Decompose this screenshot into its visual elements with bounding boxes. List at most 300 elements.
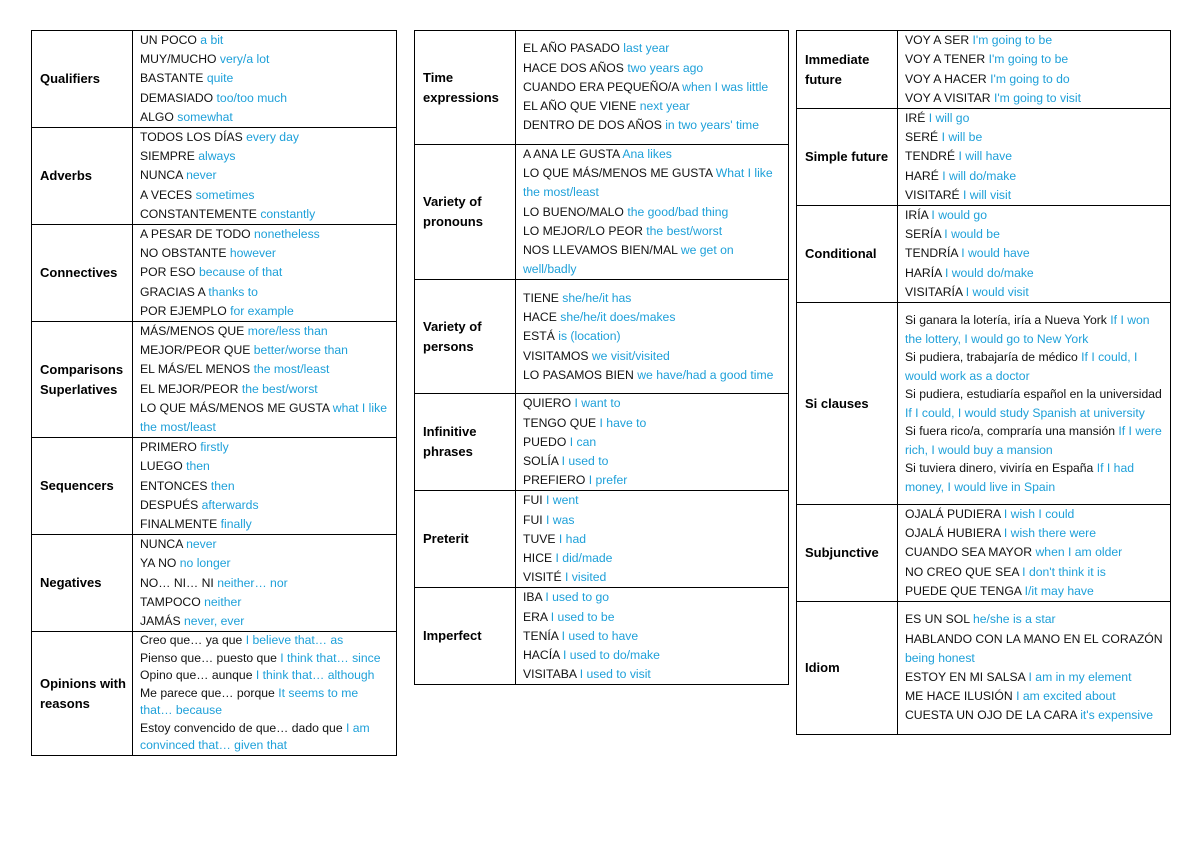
spanish-phrase: HACE DOS AÑOS (523, 60, 624, 75)
english-translation: thanks to (208, 284, 258, 299)
english-translation: I would be (944, 227, 1000, 242)
list-item (140, 667, 394, 685)
english-translation: If I could, I would study Spanish at university (905, 405, 1145, 420)
english-translation: never (186, 168, 217, 183)
english-translation: I used to do/make (562, 648, 660, 663)
list-item (523, 116, 786, 135)
list-item (523, 222, 786, 241)
row-items (133, 438, 397, 535)
list-item (523, 59, 786, 78)
english-translation: in two years' time (665, 118, 759, 133)
row-items (898, 109, 1171, 206)
english-translation: I used to have (561, 628, 639, 643)
spanish-phrase: LO QUE MÁS/MENOS ME GUSTA (523, 166, 713, 181)
english-translation: I'm going to be (972, 33, 1053, 48)
english-translation: we have/had a good time (637, 367, 774, 382)
english-translation: sometimes (195, 187, 255, 202)
english-translation: I had (558, 531, 587, 546)
english-translation: better/worse than (253, 343, 348, 358)
spanish-phrase: VOY A TENER (905, 52, 986, 67)
list-item (523, 78, 786, 97)
spanish-phrase: MUY/MUCHO (140, 52, 217, 67)
category-label: Variety of pronouns (415, 145, 516, 280)
category-label: Conditional (797, 206, 898, 303)
spanish-phrase: CUANDO SEA MAYOR (905, 545, 1033, 560)
row-items (898, 505, 1171, 602)
row-preterit (415, 491, 789, 588)
list-item (523, 414, 786, 433)
list-item (523, 665, 786, 684)
spanish-phrase: TODOS LOS DÍAS (140, 130, 243, 145)
list-item (140, 720, 394, 755)
english-translation: If I won the lottery, I would go to New York (905, 313, 1150, 346)
spanish-phrase: Si tuviera dinero, viviría en España (905, 461, 1094, 476)
spanish-phrase: POR EJEMPLO (140, 303, 227, 318)
list-item (523, 646, 786, 665)
list-item (905, 225, 1168, 244)
row-connectives (32, 225, 397, 322)
spanish-phrase: VOY A HACER (905, 71, 987, 86)
row-items (516, 588, 789, 685)
english-translation: always (198, 149, 236, 164)
list-item (905, 206, 1168, 225)
spanish-phrase: Si pudiera, trabajaría de médico (905, 350, 1078, 365)
row-items (516, 145, 789, 280)
row-opinions (32, 632, 397, 756)
english-translation: then (210, 478, 235, 493)
spanish-phrase: PRIMERO (140, 440, 197, 455)
spanish-phrase: TENDRÉ (905, 149, 956, 164)
spanish-phrase: PUEDE QUE TENGA (905, 583, 1022, 598)
list-item (140, 685, 394, 720)
spanish-phrase: NUNCA (140, 168, 183, 183)
spanish-phrase: VISITÉ (523, 570, 562, 585)
english-translation: then (186, 459, 210, 474)
spanish-phrase: VISITAMOS (523, 348, 589, 363)
english-translation: firstly (200, 440, 229, 455)
english-translation: I wish there were (1003, 526, 1097, 541)
list-item (523, 308, 786, 327)
english-translation: is (location) (558, 329, 621, 344)
row-items (516, 280, 789, 394)
row-items (516, 394, 789, 491)
list-item (523, 511, 786, 530)
spanish-phrase: HARÉ (905, 168, 939, 183)
list-item (905, 109, 1168, 128)
english-translation: I will visit (963, 187, 1012, 202)
list-item (140, 166, 394, 185)
english-translation: too/too much (216, 90, 287, 105)
english-translation: finally (220, 517, 252, 532)
list-item (523, 530, 786, 549)
row-items (133, 322, 397, 438)
list-item (140, 244, 394, 263)
list-item (140, 438, 394, 457)
list-item (905, 610, 1168, 629)
category-label: Time expressions (415, 31, 516, 145)
spanish-phrase: IRÉ (905, 111, 926, 125)
english-translation: It seems to me that… because (140, 685, 359, 718)
english-translation: If I were rich, I would buy a mansion (905, 424, 1162, 457)
list-item (140, 535, 394, 554)
spanish-phrase: TENÍA (523, 628, 559, 643)
english-translation: because of that (198, 265, 283, 280)
spanish-phrase: SERÍA (905, 227, 941, 242)
list-item (523, 627, 786, 646)
spanish-phrase: MEJOR/PEOR QUE (140, 343, 251, 358)
english-translation: I did/made (555, 551, 613, 566)
spanish-phrase: Pienso que… puesto que (140, 650, 277, 665)
list-item (523, 289, 786, 308)
list-item (905, 505, 1168, 524)
english-translation: I would visit (965, 284, 1029, 299)
english-translation: I went (546, 493, 579, 508)
list-item (140, 225, 394, 244)
list-item (523, 549, 786, 568)
spanish-phrase: TIENE (523, 290, 559, 305)
list-item (523, 145, 786, 164)
list-item (905, 264, 1168, 283)
list-item (905, 524, 1168, 543)
spanish-phrase: NOS LLEVAMOS BIEN/MAL (523, 243, 678, 258)
spanish-phrase: Creo que… ya que (140, 633, 243, 648)
list-item (523, 241, 786, 279)
category-label: Preterit (415, 491, 516, 588)
english-translation: I will go (928, 111, 970, 125)
spanish-phrase: SERÉ (905, 130, 939, 145)
category-label: Subjunctive (797, 505, 898, 602)
list-item (905, 563, 1168, 582)
spanish-phrase: ENTONCES (140, 478, 208, 493)
spanish-phrase: Si ganara la lotería, iría a Nueva York (905, 313, 1107, 328)
english-translation: nonetheless (254, 227, 320, 242)
list-item (140, 612, 394, 631)
english-translation: I will do/make (942, 168, 1017, 183)
english-translation: quite (206, 71, 234, 86)
list-item (523, 568, 786, 587)
list-item (523, 97, 786, 116)
english-translation: he/she is a star (972, 612, 1056, 627)
english-translation: I/it may have (1024, 583, 1094, 598)
english-translation: I will have (958, 149, 1013, 164)
row-imperfect (415, 588, 789, 685)
list-item (140, 89, 394, 108)
english-translation: afterwards (201, 497, 259, 512)
category-label: Immediate future (797, 31, 898, 109)
english-translation: the good/bad thing (627, 204, 729, 219)
spanish-phrase: LO PASAMOS BIEN (523, 367, 634, 382)
list-item (905, 128, 1168, 147)
english-translation: I will be (941, 130, 983, 145)
list-item (140, 380, 394, 399)
list-item (905, 543, 1168, 562)
english-translation: I used to go (545, 590, 610, 605)
english-translation: neither… nor (217, 575, 288, 590)
english-translation: Ana likes (622, 147, 672, 161)
row-simple-future (797, 109, 1171, 206)
spanish-phrase: OJALÁ HUBIERA (905, 526, 1001, 541)
spanish-phrase: A VECES (140, 187, 193, 202)
row-items (133, 225, 397, 322)
english-translation: I used to be (550, 609, 615, 624)
spanish-phrase: HARÍA (905, 265, 942, 280)
spanish-phrase: IRÍA (905, 208, 929, 223)
spanish-phrase: VISITARÍA (905, 284, 963, 299)
english-translation: last year (623, 41, 670, 56)
spanish-phrase: LUEGO (140, 459, 183, 474)
english-translation: I believe that… as (245, 633, 344, 648)
spanish-phrase: EL MEJOR/PEOR (140, 381, 239, 396)
english-translation: next year (639, 99, 690, 114)
spanish-phrase: Me parece que… porque (140, 685, 275, 700)
list-item (523, 327, 786, 346)
spanish-phrase: VISITABA (523, 667, 577, 682)
spanish-phrase: NUNCA (140, 537, 183, 552)
list-item (140, 302, 394, 321)
spanish-phrase: PREFIERO (523, 473, 586, 488)
spanish-phrase: SOLÍA (523, 454, 559, 469)
spanish-phrase: TUVE (523, 531, 556, 546)
list-item (140, 593, 394, 612)
english-translation: I don't think it is (1022, 564, 1106, 579)
spanish-phrase: NO CREO QUE SEA (905, 564, 1019, 579)
list-item (523, 471, 786, 490)
spanish-phrase: Opino que… aunque (140, 668, 253, 683)
list-item (905, 630, 1168, 668)
list-item (140, 322, 394, 341)
row-items (516, 31, 789, 145)
english-translation: I would do/make (944, 265, 1034, 280)
row-qualifiers (32, 31, 397, 128)
row-persons (415, 280, 789, 394)
category-label: Comparisons Superlatives (32, 322, 133, 438)
list-item (905, 283, 1168, 302)
spanish-phrase: PUEDO (523, 434, 567, 449)
spanish-phrase: SIEMPRE (140, 149, 195, 164)
english-translation: for example (230, 303, 294, 318)
english-translation: the best/worst (241, 381, 318, 396)
row-negatives (32, 535, 397, 632)
english-translation: What I like the most/least (523, 166, 773, 200)
english-translation: somewhat (177, 109, 233, 124)
category-label: Sequencers (32, 438, 133, 535)
english-translation: I think that… although (255, 668, 375, 683)
list-item (905, 422, 1168, 459)
row-idiom (797, 602, 1171, 735)
spanish-phrase: DEMASIADO (140, 90, 214, 105)
list-item (905, 582, 1168, 601)
list-item (140, 650, 394, 668)
row-pronouns (415, 145, 789, 280)
list-item (523, 394, 786, 413)
english-translation: when I am older (1035, 545, 1123, 560)
english-translation: being honest (905, 650, 975, 665)
list-item (523, 347, 786, 366)
list-item (140, 457, 394, 476)
english-translation: I would go (931, 208, 987, 223)
english-translation: If I had money, I would live in Spain (905, 461, 1134, 494)
row-items (898, 206, 1171, 303)
spanish-phrase: NO… NI… NI (140, 575, 214, 590)
spanish-phrase: BASTANTE (140, 71, 204, 86)
spanish-phrase: CONSTANTEMENTE (140, 206, 257, 221)
english-translation: constantly (260, 206, 316, 221)
row-adverbs (32, 128, 397, 225)
list-item (140, 515, 394, 534)
spanish-phrase: MÁS/MENOS QUE (140, 324, 245, 339)
category-label: Qualifiers (32, 31, 133, 128)
category-label: Variety of persons (415, 280, 516, 394)
list-item (905, 311, 1168, 348)
list-item (905, 244, 1168, 263)
list-item (140, 341, 394, 360)
spanish-phrase: FUI (523, 512, 543, 527)
english-translation: neither (204, 594, 242, 609)
row-items (898, 602, 1171, 735)
spanish-phrase: UN POCO (140, 33, 197, 47)
list-item (523, 491, 786, 510)
list-item (905, 89, 1168, 108)
spanish-phrase: ALGO (140, 109, 174, 124)
english-translation: however (229, 246, 276, 261)
category-label: Negatives (32, 535, 133, 632)
english-translation: a bit (200, 33, 224, 47)
list-item (905, 147, 1168, 166)
list-item (140, 69, 394, 88)
list-item (140, 574, 394, 593)
list-item (140, 128, 394, 147)
list-item (523, 164, 786, 202)
spanish-phrase: LO BUENO/MALO (523, 204, 624, 219)
list-item (905, 348, 1168, 385)
spanish-phrase: YA NO (140, 556, 177, 571)
row-items (133, 632, 397, 756)
spanish-phrase: Estoy convencido de que… dado que (140, 720, 343, 735)
spanish-phrase: A ANA LE GUSTA (523, 147, 620, 161)
english-translation: never (186, 537, 217, 552)
spanish-phrase: OJALÁ PUDIERA (905, 507, 1001, 522)
spanish-phrase: HACÍA (523, 648, 560, 663)
english-translation: I used to visit (579, 667, 651, 682)
category-label: Opinions with reasons (32, 632, 133, 756)
list-item (905, 385, 1168, 422)
spanish-phrase: DESPUÉS (140, 497, 199, 512)
spanish-phrase: VOY A VISITAR (905, 90, 991, 105)
spanish-phrase: ES UN SOL (905, 612, 970, 627)
category-label: Connectives (32, 225, 133, 322)
list-item (905, 70, 1168, 89)
list-item (140, 50, 394, 69)
english-translation: the most/least (253, 362, 330, 377)
spanish-phrase: QUIERO (523, 396, 572, 411)
english-translation: the best/worst (646, 223, 723, 238)
row-items (516, 491, 789, 588)
english-translation: very/a lot (219, 52, 270, 67)
vocab-table-col2 (414, 30, 789, 685)
english-translation: I was (546, 512, 575, 527)
list-item (140, 263, 394, 282)
list-item (140, 399, 394, 437)
list-item (140, 360, 394, 379)
category-label: Adverbs (32, 128, 133, 225)
spanish-phrase: NO OBSTANTE (140, 246, 227, 261)
row-time-expressions (415, 31, 789, 145)
row-si-clauses (797, 303, 1171, 505)
list-item (140, 108, 394, 127)
list-item (523, 588, 786, 607)
spanish-phrase: TENDRÍA (905, 246, 958, 261)
english-translation: I want to (574, 396, 621, 411)
spanish-phrase: Si fuera rico/a, compraría una mansión (905, 424, 1115, 439)
vocab-table-col1 (31, 30, 397, 756)
spanish-phrase: GRACIAS A (140, 284, 206, 299)
row-infinitive (415, 394, 789, 491)
spanish-phrase: CUESTA UN OJO DE LA CARA (905, 708, 1077, 723)
list-item (905, 668, 1168, 687)
english-translation: I am excited about (1016, 689, 1116, 704)
spanish-phrase: TAMPOCO (140, 594, 201, 609)
english-translation: it's expensive (1080, 708, 1153, 723)
list-item (140, 554, 394, 573)
english-translation: I can (569, 434, 597, 449)
list-item (905, 706, 1168, 725)
english-translation: I visited (565, 570, 607, 585)
spanish-phrase: Si pudiera, estudiaría español en la universidad (905, 387, 1162, 402)
english-translation: I am convinced that… given that (140, 720, 370, 753)
list-item (523, 608, 786, 627)
english-translation: I would have (961, 246, 1030, 261)
spanish-phrase: ESTÁ (523, 329, 555, 344)
english-translation: I'm going to be (988, 52, 1069, 67)
spanish-phrase: TENGO QUE (523, 415, 597, 430)
english-translation: we get on well/badly (523, 243, 734, 277)
english-translation: I prefer (588, 473, 628, 488)
spanish-phrase: VOY A SER (905, 33, 970, 48)
list-item (140, 283, 394, 302)
spanish-phrase: CUANDO ERA PEQUEÑO/A (523, 79, 679, 94)
english-translation: never, ever (184, 614, 245, 629)
english-translation: two years ago (627, 60, 704, 75)
row-items (133, 535, 397, 632)
english-translation: she/he/it has (562, 290, 632, 305)
spanish-phrase: DENTRO DE DOS AÑOS (523, 118, 662, 133)
spanish-phrase: ESTOY EN MI SALSA (905, 670, 1026, 685)
row-subjunctive (797, 505, 1171, 602)
spanish-phrase: A PESAR DE TODO (140, 227, 251, 242)
category-label: Infinitive phrases (415, 394, 516, 491)
row-sequencers (32, 438, 397, 535)
list-item (523, 433, 786, 452)
spanish-phrase: EL MÁS/EL MENOS (140, 362, 251, 377)
category-label: Simple future (797, 109, 898, 206)
category-label: Imperfect (415, 588, 516, 685)
spanish-phrase: HABLANDO CON LA MANO EN EL CORAZÓN (905, 631, 1163, 646)
row-items (133, 31, 397, 128)
list-item (905, 31, 1168, 50)
english-translation: I have to (599, 415, 647, 430)
category-label: Si clauses (797, 303, 898, 505)
list-item (523, 203, 786, 222)
spanish-phrase: EL AÑO PASADO (523, 41, 620, 56)
spanish-phrase: POR ESO (140, 265, 196, 280)
list-item (523, 366, 786, 385)
list-item (140, 147, 394, 166)
spanish-phrase: HICE (523, 551, 553, 566)
row-items (898, 303, 1171, 505)
english-translation: more/less than (247, 324, 328, 339)
list-item (140, 477, 394, 496)
spanish-phrase: FUI (523, 493, 543, 508)
